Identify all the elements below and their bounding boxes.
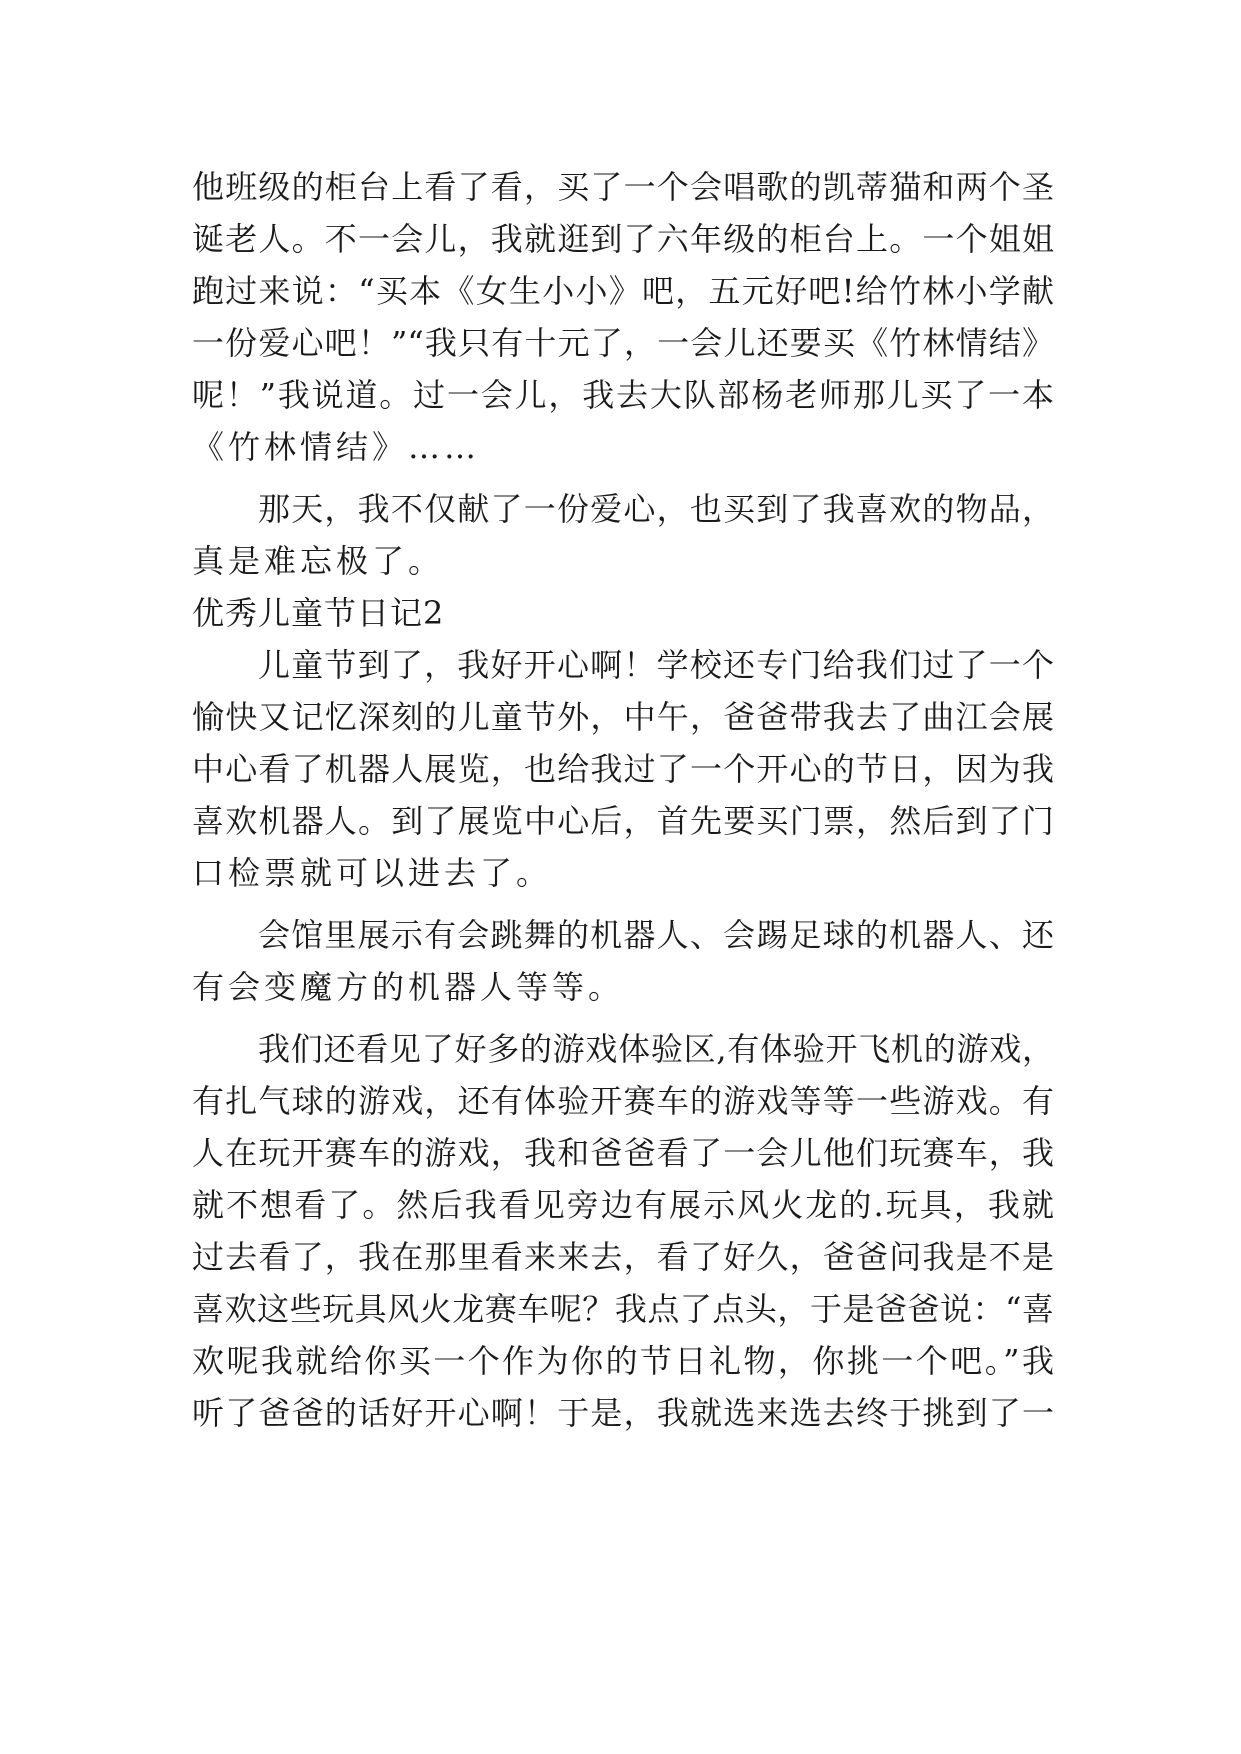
paragraph-line: 跑过来说：“买本《女生小小》吧，五元好吧!给竹林小学献 — [192, 272, 1054, 310]
paragraph-line: 呢！”我说道。过一会儿，我去大队部杨老师那儿买了一本 — [192, 376, 1054, 414]
paragraph-line: 一份爱心吧！”“我只有十元了，一会儿还要买《竹林情结》 — [192, 324, 1054, 362]
paragraph-line: 就不想看了。然后我看见旁边有展示风火龙的.玩具，我就 — [192, 1186, 1054, 1224]
paragraph-line: 听了爸爸的话好开心啊！于是，我就选来选去终于挑到了一 — [192, 1394, 1054, 1432]
paragraph-line: 我们还看见了好多的游戏体验区,有体验开飞机的游戏， — [258, 1030, 1054, 1068]
section-heading: 优秀儿童节日记2 — [192, 594, 445, 632]
paragraph-line: 真是难忘极了。 — [192, 542, 445, 580]
paragraph-line: 有扎气球的游戏，还有体验开赛车的游戏等等一些游戏。有 — [192, 1082, 1054, 1120]
paragraph-line: 有会变魔方的机器人等等。 — [192, 968, 625, 1006]
paragraph-line: 儿童节到了，我好开心啊！学校还专门给我们过了一个 — [258, 646, 1054, 684]
paragraph-line: 喜欢机器人。到了展览中心后，首先要买门票，然后到了门 — [192, 802, 1054, 840]
paragraph-line: 喜欢这些玩具风火龙赛车呢？我点了点头，于是爸爸说：“喜 — [192, 1290, 1054, 1328]
paragraph-line: 《竹林情结》…… — [192, 428, 481, 466]
paragraph-line: 那天，我不仅献了一份爱心，也买到了我喜欢的物品， — [258, 490, 1054, 528]
paragraph-line: 人在玩开赛车的游戏，我和爸爸看了一会儿他们玩赛车，我 — [192, 1134, 1054, 1172]
paragraph-line: 过去看了，我在那里看来来去，看了好久，爸爸问我是不是 — [192, 1238, 1054, 1276]
paragraph-line: 会馆里展示有会跳舞的机器人、会踢足球的机器人、还 — [258, 916, 1054, 954]
paragraph-line: 口检票就可以进去了。 — [192, 854, 553, 892]
paragraph-line: 欢呢我就给你买一个作为你的节日礼物，你挑一个吧。”我 — [192, 1342, 1054, 1380]
paragraph-line: 他班级的柜台上看了看，买了一个会唱歌的凯蒂猫和两个圣 — [192, 168, 1054, 206]
paragraph-line: 诞老人。不一会儿，我就逛到了六年级的柜台上。一个姐姐 — [192, 220, 1054, 258]
paragraph-line: 中心看了机器人展览，也给我过了一个开心的节日，因为我 — [192, 750, 1054, 788]
paragraph-line: 愉快又记忆深刻的儿童节外，中午，爸爸带我去了曲江会展 — [192, 698, 1054, 736]
